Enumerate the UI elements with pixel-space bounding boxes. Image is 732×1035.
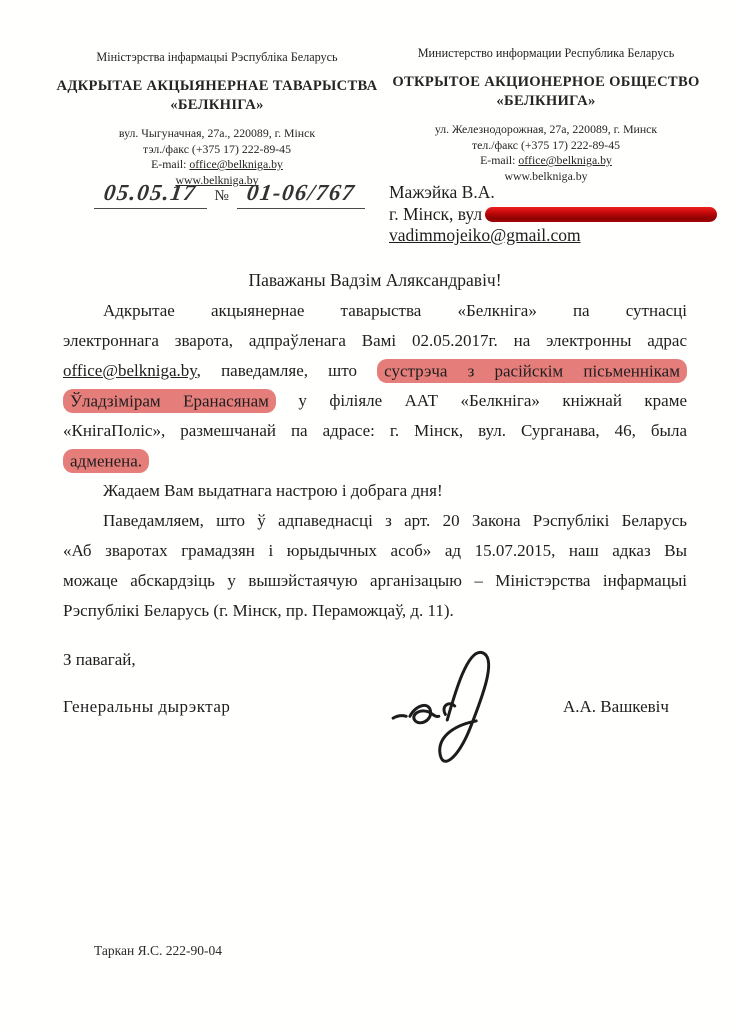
highlight-mark: Ўладзімірам Еранасянам [63,389,276,413]
org-name-ru-line2: «БЕЛКНИГА» [496,93,596,109]
email-line-ru [388,153,704,169]
recipient-email: vadimmojeiko@gmail.com [389,225,581,245]
recipient-block [389,182,717,247]
handwritten-number: 01-06/767 [245,180,357,205]
website-line-ru: www.belkniga.by [504,168,588,183]
redaction-bar [485,207,717,222]
body-line: электроннага зварота, адпраўленага Вамі 02.05.2017г. на электронны адрас [63,331,687,350]
letterhead-right [388,46,704,184]
body-line: можаце абскардзіць у вышэйстаячую арганізацыю – Міністэрства інфармацыі [63,571,687,590]
salutation: Паважаны Вадзім Аляксандравіч! [248,270,502,290]
address-line-by: вул. Чыгуначная, 27а., 220089, г. Мінск [118,126,316,140]
address-line-ru: ул. Железнодорожная, 27а, 220089, г. Минск [434,122,658,136]
email-link-ru: office@belkniga.by [518,153,612,167]
email-label-ru: E-mail: [480,153,519,167]
recipient-name: Мажэйка В.А. [389,182,495,202]
highlight-mark: сустрэча з расійскім пісьменнікам [377,359,687,383]
email-label-by: E-mail: [151,157,190,171]
signatory-title: Генеральны дырэктар [63,697,231,716]
body-text: , паведамляе, што [196,361,378,380]
body-line: Адкрытае акцыянернае таварыства «Белкніга» па сутнасці [103,301,687,320]
body-line [63,356,687,386]
body-line [63,446,687,476]
body-line [63,386,687,416]
body-line: Жадаем Вам выдатнага настрою і добрага дня! [103,481,443,500]
phone-line-ru: тел./факс (+375 17) 222-89-45 [471,137,621,152]
handwritten-date: 05.05.17 [102,180,199,205]
body-line: «КнігаПоліс», размешчанай па адрасе: г. Мінск, вул. Сурганава, 46, была [63,421,687,440]
highlight-mark: адменена. [63,449,149,473]
letter-body [63,296,687,626]
closing-regards: З павагай, [63,650,136,669]
ministry-line-by: Міністэрства інфармацыі Рэспубліка Беларусь [96,50,338,64]
body-line: Паведамляем, што ў адпаведнасці з арт. 20 Закона Рэспублікі Беларусь [103,511,687,530]
body-text: у філіяле ААТ «Белкніга» кніжнай краме [275,391,687,410]
body-line: «Аб зваротах грамадзян і юрыдычных асоб» ад 15.07.2015, наш адказ Вы [63,541,687,560]
website-link-by: www.belkniga.by [175,172,259,187]
recipient-address-prefix: г. Мінск, вул [389,203,483,224]
org-name-by [56,77,378,115]
ministry-line-ru: Министерство информации Республика Беларусь [417,46,675,60]
email-link-by: office@belkniga.by [189,157,283,171]
outgoing-number-field [237,180,365,209]
executor-contact: Таркан Я.С. 222-90-04 [94,943,222,958]
org-name-by-line1: АДКРЫТАЕ АКЦЫЯНЕРНАЕ ТАВАРЫСТВА [56,78,378,94]
email-line-by [56,157,378,173]
body-line: Рэспублікі Беларусь (г. Мінск, пр. Пераможцаў, д. 11). [63,601,454,620]
org-name-by-line2: «БЕЛКНІГА» [170,97,264,113]
date-field [94,180,207,209]
signatory-name: А.А. Вашкевіч [563,697,669,716]
signature [383,636,518,776]
email-link-inline: office@belkniga.by [63,361,197,380]
address-block-by [56,126,378,188]
org-name-ru-line1: ОТКРЫТОЕ АКЦИОНЕРНОЕ ОБЩЕСТВО [392,74,700,90]
letterhead-left [56,50,378,188]
org-name-ru [388,73,704,111]
numero-sign: № [214,188,229,204]
address-block-ru [388,122,704,184]
recipient-address-line [389,204,717,226]
reference-line [94,180,365,209]
phone-line-by: тэл./факс (+375 17) 222-89-45 [143,141,291,156]
